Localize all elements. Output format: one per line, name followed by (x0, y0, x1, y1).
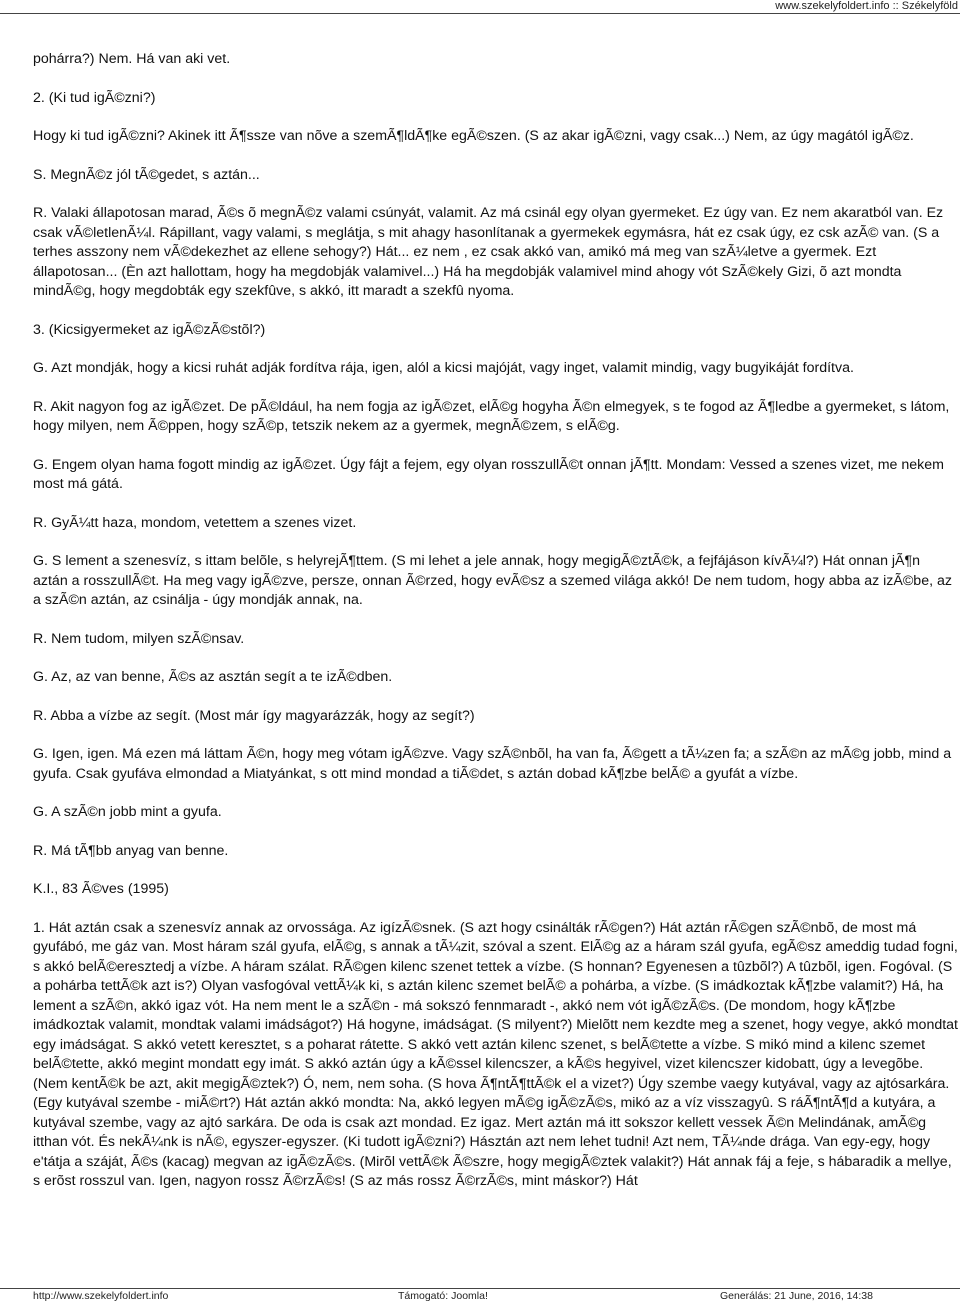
paragraph: G. Engem olyan hama fogott mindig az igÃ©zet. Úgy fájt a fejem, egy olyan rosszullÃ©t onnan jÃ¶tt. Mondam: Vessed a szenes vizet, me nekem most má gátá. (33, 456, 944, 492)
paragraph: 1. Hát aztán csak a szenesvíz annak az orvossága. Az igízÃ©snek. (S azt hogy csinálták rÃ©gen?) Hát aztán rÃ©gen szÃ©nbõ, de most má gyufábó, me gáz van. Most háram szál gyufa, elÃ©g, s annak a tÃ¼zit, szóval a szent. ElÃ©g az a háram szál gyufa, egÃ©sz ameddig tudad fogni, s akkó belÃ©eresztedj a vízbe. A háram szálat. RÃ©gen kilenc szenet tettek a vízbe. (S honnan? Egyenesen a tûzbõl?) A tûzbõl, igen. Fogóval. (S a pohárba tettÃ©k azt is?) Olyan vasfogóval vettÃ¼k ki, s aztán kilenc szemet belÃ© a pohárba, a vízbe. (S imádkoztak kÃ¶zbe valamit?) Há, ha lement a szÃ©n, akkó igaz vót. Ha nem ment le a szÃ©n - má sokszó fennmaradt -, akkó nem vót igÃ©zÃ©s. (De mondom, hogy kÃ¶zbe imádkoztak valamit, mondtak valami imádságot?) Há hogyne, imádságat. (S milyent?) Mielõtt nem kezdte meg a szenet, hogy vegye, akkó mondtat egy imádságat. S akkó vetett keresztet, s a poharat rátette. S akkó vett aztán kilenc szenet, s belÃ©tette a vízbe. S mikó mind a kilenc szemet belÃ©tette, akkó megint mondatt egy imát. S akkó aztán úgy a kÃ©ssel kilencszer, a kÃ©s hegyivel, vizet kilencszer kidobatt, úgy a levegõbe. (Nem kentÃ©k be azt, akit megigÃ©ztek?) Ó, nem, nem soha. (S hova Ã¶ntÃ¶ttÃ©k el a vizet?) Úgy szembe vaegy kutyával, vagy az ajtósarkára. (Egy kutyával szembe - miÃ©rt?) Hát aztán akkó mondta: Na, akkó legyen mÃ©g igÃ©zÃ©s, mikó az a víz visszagyû. S ráÃ¶ntÃ¶d a kutyára, a kutyával szembe, vagy az ajtó sarkára. De oda is csak azt mondad. Ez igaz. Mert aztán má itt sokszor kellett vessek Ã©n Melindának, amÃ©g itthan vót. És nekÃ¼nk is nÃ©, egyszer-egyszer. (Ki tudott igÃ©zni?) Hásztán azt nem lehet tudni! Azt nem, TÃ¼nde drága. Van egy-egy, hogy e'tátja a száját, Ã©s (kacag) megvan az igÃ©zÃ©s. (Mirõl vettÃ©k Ã©szre, hogy megigÃ©ztek valakit?) Hát annak fáj a feje, s hábaradik a mellye, s erõst rosszul van. Igen, nagyon rossz Ã©rzÃ©s! (S az más rossz Ã©rzÃ©s, mint máskor?) Hát (33, 919, 958, 1189)
paragraph: R. Akit nagyon fog az igÃ©zet. De pÃ©ldául, ha nem fogja az igÃ©zet, elÃ©g hogyha Ã©n elmegyek, s te fogod az Ã¶ledbe a gyermeket, s látom, hogy milyen, nem Ã©ppen, hogy szÃ©p, tetszik nekem az a gyermek, megnÃ©zem, s elÃ©g. (33, 398, 950, 434)
paragraph: R. Valaki állapotosan marad, Ã©s õ megnÃ©z valami csúnyát, valamit. Az má csinál egy olyan gyermeket. Ez úgy van. Ez nem akaratból van. Ez csak vÃ©letlenÃ¼l. Rápillant, vagy valami, s meglátja, s mit ahagy hasonlítanak a gyermekek egymásra, hát ez csak úgy, ez csk azÃ© van. (S a terhes asszony nem vÃ©dekezhet az ellene sehogy?) Hát... ez nem , ez csak akkó van, amikó má meg van szÃ¼letve a gyermek. Ezt állapotosan... (Èn azt hallottam, hogy ha megdobják valamivel...) Há ha megdobják valamivel mind ahogy vót SzÃ©kely Gizi, õ azt mondta mindÃ©g, hogy megdobták egy szekfûve, s akkó, itt maradt a szekfû nyoma. (33, 205, 944, 299)
footer (0, 1290, 960, 1303)
paragraph: G. S lement a szenesvíz, s ittam belõle, s helyrejÃ¶ttem. (S mi lehet a jele annak, hogy megigÃ©ztÃ©k, a fejfájáson kívÃ¼l?) Hát onnan jÃ¶n aztán a rosszullÃ©t. Ha meg vagy igÃ©zve, persze, onnan Ã©rzed, hogy evÃ©sz a szemed világa akkó! De nem tudom, hogy abba az izÃ©be, az a szÃ©n aztán, az csinálja - úgy mondják annak, na. (33, 553, 952, 608)
footer-url-link[interactable]: http://www.szekelyfoldert.info (33, 1290, 169, 1302)
paragraph: G. Azt mondják, hogy a kicsi ruhát adják fordítva rája, igen, alól a kicsi majóját, vagy inget, valamit mindig, vagy bugyikáját fordítva. (33, 360, 854, 376)
paragraph: pohárra?) Nem. Há van aki vet. (33, 51, 231, 67)
footer-generated-timestamp: Generálás: 21 June, 2016, 14:38 (720, 1290, 873, 1302)
paragraph: R. Má tÃ¶bb anyag van benne. (33, 842, 229, 859)
paragraph: G. Az, az van benne, Ã©s az asztán segít a te izÃ©dben. (33, 669, 393, 685)
footer-sponsor: Támogató: Joomla! (398, 1290, 488, 1302)
paragraph: Hogy ki tud igÃ©zni? Akinek itt Ã¶ssze van nõve a szemÃ¶ldÃ¶ke egÃ©szen. (S az akar igÃ©zni, vagy csak...) Nem, az úgy magától igÃ©z. (33, 128, 914, 144)
paragraph: 2. (Ki tud igÃ©zni?) (33, 89, 156, 106)
paragraph: G. A szÃ©n jobb mint a gyufa. (33, 804, 222, 820)
paragraph: S. MegnÃ©z jól tÃ©gedet, s aztán... (33, 166, 260, 183)
header-divider (0, 13, 960, 14)
footer-divider (0, 1288, 960, 1289)
paragraph: R. Abba a vízbe az segít. (Most már így magyarázzák, hogy az segít?) (33, 707, 475, 724)
paragraph: R. GyÃ¼tt haza, mondom, vetettem a szenes vizet. (33, 514, 357, 531)
paragraph: 3. (Kicsigyermeket az igÃ©zÃ©stõl?) (33, 321, 266, 338)
paragraph: K.I., 83 Ã©ves (1995) (33, 881, 169, 897)
header-site-title: www.szekelyfoldert.info :: Székelyföld (775, 0, 958, 12)
article-body (33, 50, 958, 1211)
paragraph: R. Nem tudom, milyen szÃ©nsav. (33, 630, 245, 647)
paragraph: G. Igen, igen. Má ezen má láttam Ã©n, hogy meg vótam igÃ©zve. Vagy szÃ©nbõl, ha van fa, Ã©gett a tÃ¼zen fa; a szÃ©n az mÃ©g jobb, mind a gyufa. Csak gyufáva elmondad a Miatyánkat, s ott mind mondad a tiÃ©det, s aztán dobad kÃ¶zbe belÃ© a gyufát a vízbe. (33, 746, 952, 782)
